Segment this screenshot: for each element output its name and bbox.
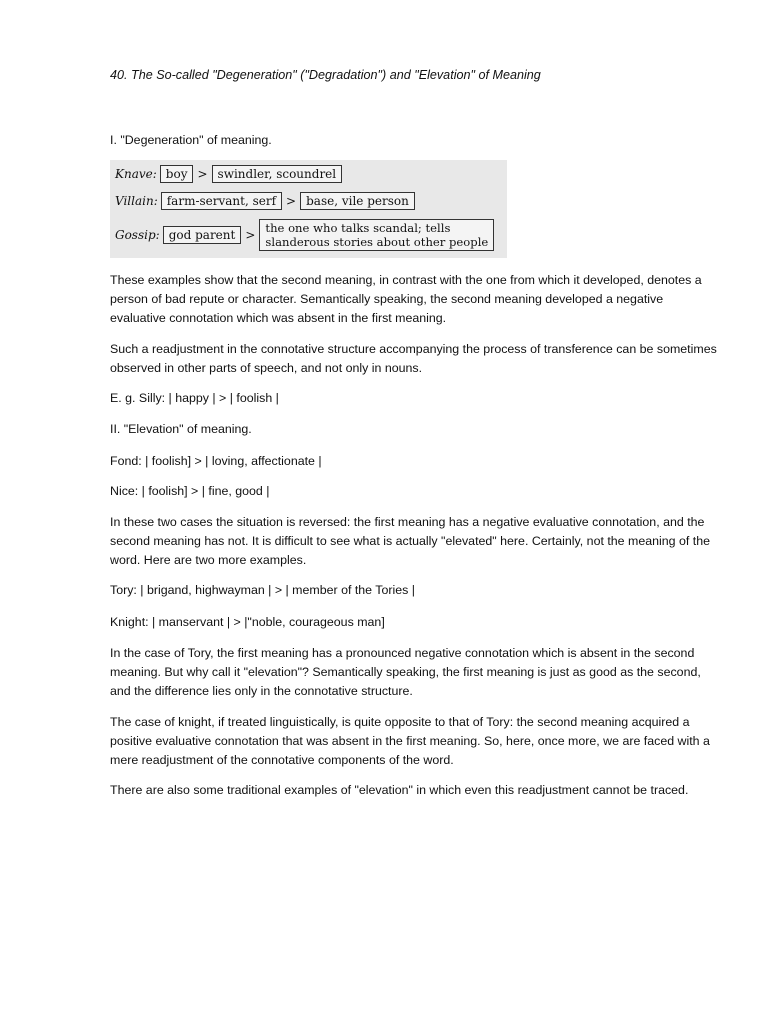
paragraph: Such a readjustment in the connotative structure accompanying the process of transference can be sometimes observed in other parts of speech, and not only in nouns. xyxy=(110,342,717,375)
paragraph: In the case of Tory, the first meaning has a pronounced negative connotation which is absent in the second meaning. But why call it "elevation"? Semantically speaking, the first meaning is just as good as the second, and the difference lies only in the connotative structure. xyxy=(110,646,701,698)
paragraph: The case of knight, if treated linguistically, is quite opposite to that of Tory: the second meaning acquired a positive evaluative connotation that was absent in the first meaning. So, here, once more, we are faced with a mere readjustment of the connotative components of the word. xyxy=(110,715,710,767)
figure-from-box: boy xyxy=(160,165,194,183)
example-line: Tory: | brigand, highwayman | > | member of the Tories | xyxy=(110,583,415,597)
figure-row-knave xyxy=(115,165,342,183)
example-line: Nice: | foolish] > | fine, good | xyxy=(110,484,270,498)
section-heading-degeneration: I. "Degeneration" of meaning. xyxy=(110,133,272,147)
example-line: Fond: | foolish] > | loving, affectionate | xyxy=(110,454,322,468)
paragraph: In these two cases the situation is reversed: the first meaning has a negative evaluative connotation, and the second meaning has not. It is difficult to see what is actually "elevated" here. Certainly, not the meaning of the word. Here are two more examples. xyxy=(110,515,710,567)
figure-to-line: the one who talks scandal; tells xyxy=(265,221,451,235)
figure-arrow: > xyxy=(197,167,208,181)
section-heading-elevation: II. "Elevation" of meaning. xyxy=(110,422,252,436)
paragraph: There are also some traditional examples of "elevation" in which even this readjustment cannot be traced. xyxy=(110,783,689,797)
page-title: 40. The So-called "Degeneration" ("Degradation") and "Elevation" of Meaning xyxy=(110,68,541,82)
figure-to-box: swindler, scoundrel xyxy=(212,165,343,183)
figure-word: Gossip: xyxy=(115,228,160,242)
figure-word: Knave: xyxy=(115,167,157,181)
figure-to-box xyxy=(259,219,494,251)
figure-from-box: god parent xyxy=(163,226,242,244)
degeneration-examples-figure xyxy=(110,160,507,258)
figure-arrow: > xyxy=(286,194,297,208)
figure-to-line: slanderous stories about other people xyxy=(265,235,489,249)
figure-from-box: farm-servant, serf xyxy=(161,192,282,210)
figure-row-villain xyxy=(115,192,415,210)
example-line: E. g. Silly: | happy | > | foolish | xyxy=(110,391,279,405)
figure-to-box: base, vile person xyxy=(300,192,415,210)
example-line: Knight: | manservant | > |"noble, courageous man] xyxy=(110,615,385,629)
figure-arrow: > xyxy=(245,228,256,242)
figure-row-gossip xyxy=(115,219,494,251)
figure-word: Villain: xyxy=(115,194,158,208)
paragraph: These examples show that the second meaning, in contrast with the one from which it developed, denotes a person of bad repute or character. Semantically speaking, the second meaning developed a negative evaluative connotation which was absent in the first meaning. xyxy=(110,273,702,325)
